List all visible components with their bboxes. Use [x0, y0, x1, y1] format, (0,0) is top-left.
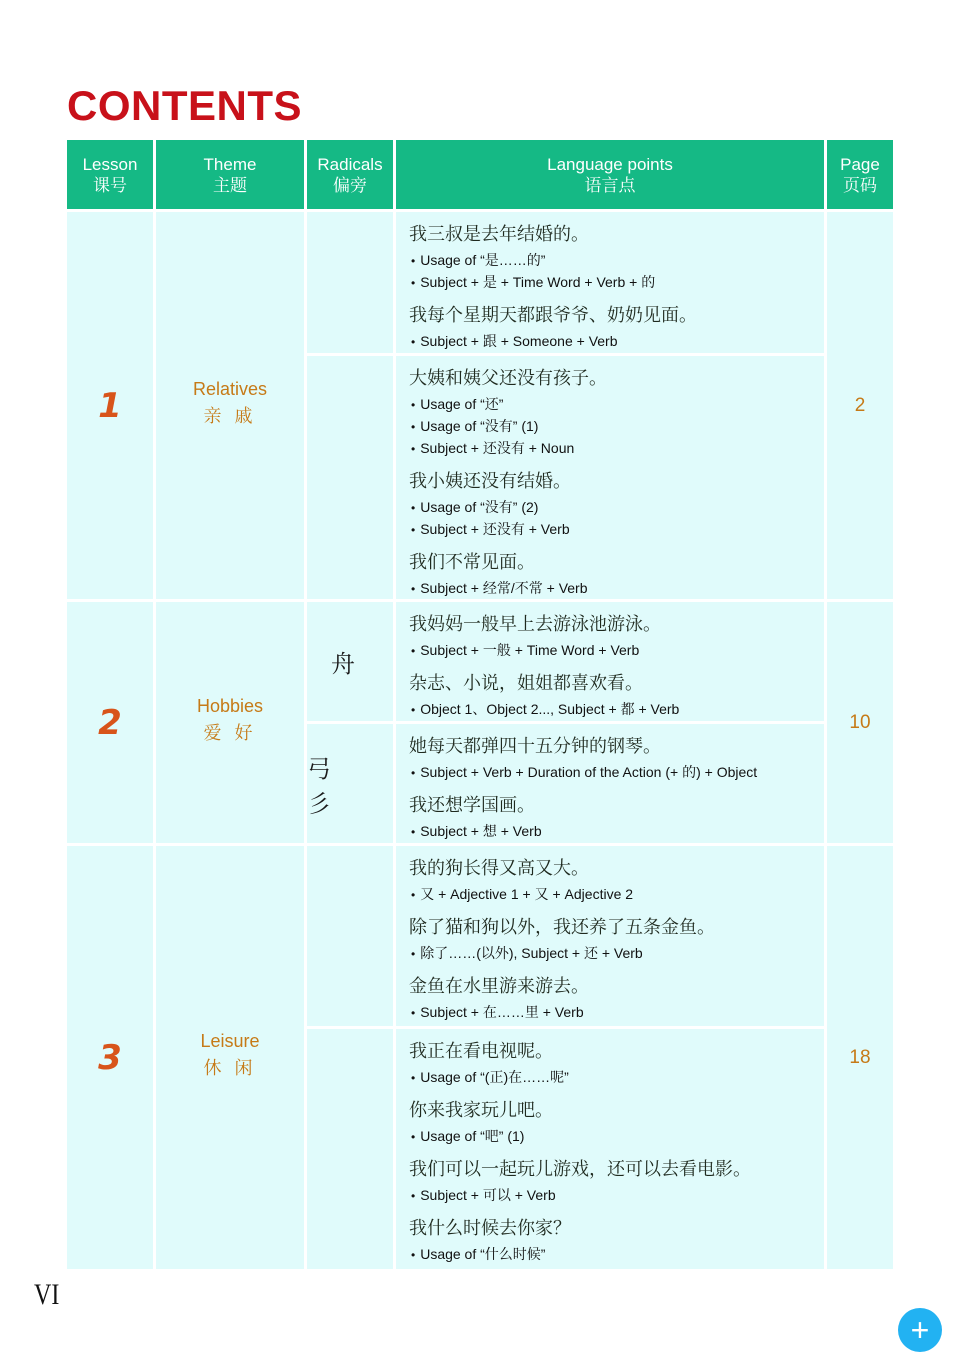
grammar-point: • Usage of “没有” (1) — [409, 416, 538, 438]
header-page — [827, 140, 893, 209]
language-points-column — [396, 602, 824, 843]
radicals-column — [307, 846, 393, 1269]
language-points-cell — [396, 356, 824, 599]
lesson-number-cell — [67, 602, 153, 843]
radical-cell — [307, 602, 393, 721]
header-radicals-en: Radicals — [317, 154, 383, 174]
grammar-point: • Subject + 想 + Verb — [409, 821, 542, 843]
header-theme-en: Theme — [203, 154, 257, 174]
example-sentence: 除了猫和狗以外，我还养了五条金鱼。 — [409, 917, 715, 938]
radical-cell — [307, 1029, 393, 1269]
theme-zh: 爱 好 — [203, 722, 257, 743]
example-sentence: 杂志、小说，姐姐都喜欢看。 — [409, 673, 643, 694]
grammar-point: • Subject + 还没有 + Verb — [409, 519, 570, 541]
lesson-row — [67, 212, 893, 599]
grammar-point: • 又 + Adjective 1 + 又 + Adjective 2 — [409, 884, 633, 906]
example-sentence: 我每个星期天都跟爷爷、奶奶见面。 — [409, 305, 697, 326]
grammar-point: • Usage of “还” — [409, 394, 503, 416]
grammar-point: • Subject + 在……里 + Verb — [409, 1002, 584, 1024]
grammar-point: • Subject + 是 + Time Word + Verb + 的 — [409, 272, 655, 294]
example-sentence: 我三叔是去年结婚的。 — [409, 224, 589, 245]
header-lp-en: Language points — [547, 154, 673, 174]
example-sentence: 大姨和姨父还没有孩子。 — [409, 368, 607, 389]
radical-cell — [307, 724, 393, 843]
grammar-point: • Usage of “什么时候” — [409, 1244, 545, 1266]
theme-en: Hobbies — [196, 695, 264, 716]
add-button[interactable] — [898, 1308, 942, 1352]
page-cell — [827, 846, 893, 1269]
example-sentence: 我们不常见面。 — [409, 552, 535, 573]
radical-cell — [307, 356, 393, 599]
example-sentence: 我还想学国画。 — [409, 795, 535, 816]
radicals-column — [307, 602, 393, 843]
example-sentence: 我什么时候去你家？ — [409, 1218, 571, 1239]
example-sentence: 我的狗长得又高又大。 — [409, 858, 589, 879]
example-sentence: 我妈妈一般早上去游泳池游泳。 — [409, 614, 661, 635]
language-points-cell — [396, 1029, 824, 1269]
example-sentence: 我小姨还没有结婚。 — [409, 471, 571, 492]
page-link[interactable]: 10 — [849, 711, 871, 733]
example-sentence: 我们可以一起玩儿游戏，还可以去看电影。 — [409, 1159, 751, 1180]
grammar-point: • Subject + 跟 + Someone + Verb — [409, 331, 618, 353]
header-language-points — [396, 140, 824, 209]
grammar-point: • Subject + 可以 + Verb — [409, 1185, 556, 1207]
grammar-point: • Subject + 还没有 + Noun — [409, 438, 574, 460]
page-link[interactable]: 18 — [849, 1046, 871, 1068]
language-points-cell — [396, 724, 824, 843]
plus-icon: + — [910, 1312, 930, 1348]
lesson-number: 3 — [98, 1037, 122, 1078]
radicals-column — [307, 212, 393, 599]
contents-table — [67, 140, 893, 209]
grammar-point: • Object 1、Object 2..., Subject + 都 + Verb — [409, 699, 679, 721]
grammar-point: • Usage of “没有” (2) — [409, 497, 538, 519]
radical-glyph: 舟 — [331, 650, 369, 678]
grammar-point: • Subject + 一般 + Time Word + Verb — [409, 640, 639, 662]
header-theme — [156, 140, 304, 209]
radical-cell — [307, 212, 393, 353]
lesson-number-cell — [67, 846, 153, 1269]
header-theme-zh: 主题 — [213, 175, 247, 195]
lesson-number-cell — [67, 212, 153, 599]
header-radicals — [307, 140, 393, 209]
language-points-column — [396, 212, 824, 599]
example-sentence: 金鱼在水里游来游去。 — [409, 976, 589, 997]
theme-en: Leisure — [200, 1030, 260, 1051]
language-points-cell — [396, 212, 824, 353]
grammar-point: • Usage of “是……的” — [409, 250, 545, 272]
language-points-cell — [396, 602, 824, 721]
lesson-number: 1 — [98, 385, 122, 426]
page-cell — [827, 602, 893, 843]
radical-glyph: 弓 彡 — [307, 754, 345, 818]
grammar-point: • Subject + Verb + Duration of the Action (+ 的) + Object — [409, 762, 757, 784]
grammar-point: • Usage of “吧” (1) — [409, 1126, 524, 1148]
grammar-point: • Usage of “(正)在……呢” — [409, 1067, 569, 1089]
header-radicals-zh: 偏旁 — [333, 175, 367, 195]
lesson-number: 2 — [98, 702, 122, 743]
header-lesson — [67, 140, 153, 209]
radical-cell — [307, 846, 393, 1026]
header-page-en: Page — [840, 154, 880, 174]
example-sentence: 你来我家玩儿吧。 — [409, 1100, 553, 1121]
example-sentence: 我正在看电视呢。 — [409, 1041, 553, 1062]
grammar-point: • 除了……(以外), Subject + 还 + Verb — [409, 943, 643, 965]
theme-zh: 亲 戚 — [203, 405, 257, 426]
theme-zh: 休 闲 — [203, 1057, 257, 1078]
theme-en: Relatives — [192, 378, 268, 399]
header-page-zh: 页码 — [843, 175, 877, 195]
header-lesson-en: Lesson — [82, 154, 138, 174]
example-sentence: 她每天都弹四十五分钟的钢琴。 — [409, 736, 661, 757]
header-lp-zh: 语言点 — [584, 175, 636, 195]
language-points-cell — [396, 846, 824, 1026]
page-title: CONTENTS — [67, 82, 302, 129]
theme-cell — [156, 602, 304, 843]
language-points-column — [396, 846, 824, 1269]
lesson-row — [67, 846, 893, 1269]
theme-cell — [156, 846, 304, 1269]
grammar-point: • Subject + 经常/不常 + Verb — [409, 578, 588, 600]
lesson-row — [67, 602, 893, 843]
page-cell — [827, 212, 893, 599]
page-link[interactable]: 2 — [854, 394, 866, 416]
header-lesson-zh: 课号 — [93, 175, 127, 195]
theme-cell — [156, 212, 304, 599]
page-number: VI — [34, 1278, 60, 1311]
